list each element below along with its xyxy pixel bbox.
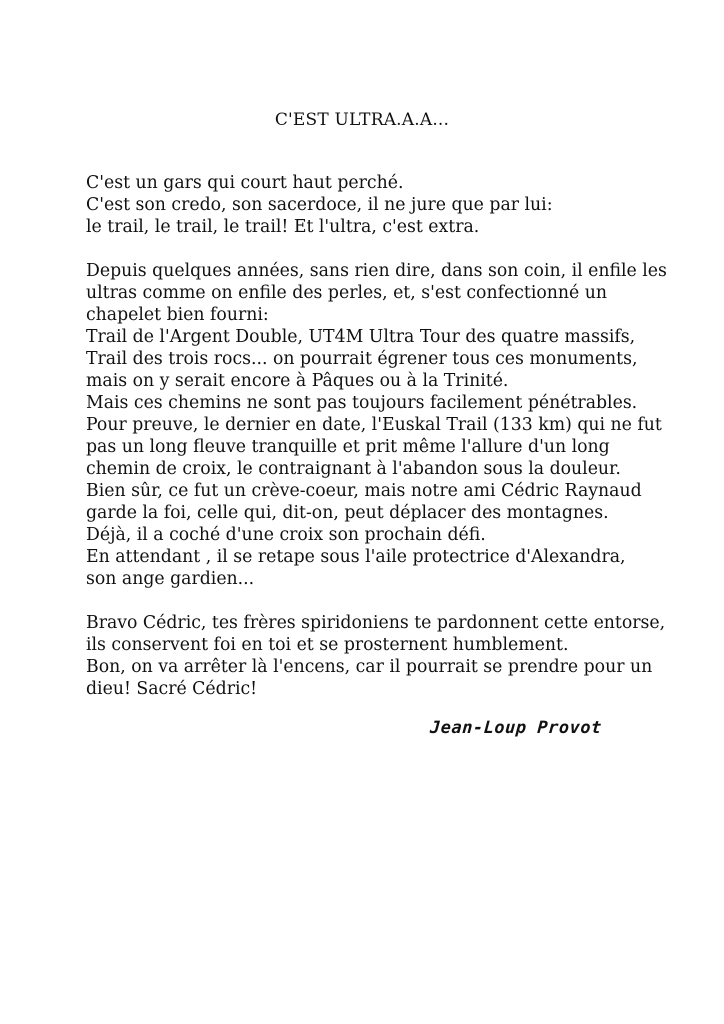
text-line: Mais ces chemins ne sont pas toujours facilement pénétrables. — [86, 393, 638, 413]
paragraph-closing — [86, 612, 686, 700]
text-line: En attendant , il se retape sous l'aile protectrice d'Alexandra, — [86, 547, 626, 567]
text-line: dieu! Sacré Cédric! — [86, 679, 258, 699]
text-line: son ange gardien... — [86, 569, 255, 589]
text-line: Bien sûr, ce fut un crève-coeur, mais notre ami Cédric Raynaud — [86, 481, 642, 501]
text-line: Trail des trois rocs... on pourrait égrener tous ces monuments, — [86, 349, 638, 369]
paragraph-main — [86, 260, 686, 590]
text-line: le trail, le trail, le trail! Et l'ultra, c'est extra. — [86, 217, 480, 237]
text-line: Trail de l'Argent Double, UT4M Ultra Tour des quatre massifs, — [86, 327, 636, 347]
text-line: pas un long fleuve tranquille et prit même l'allure d'un long — [86, 437, 610, 457]
text-line: Pour preuve, le dernier en date, l'Euskal Trail (133 km) qui ne fut — [86, 415, 662, 435]
text-line: mais on y serait encore à Pâques ou à la Trinité. — [86, 371, 509, 391]
document-body — [86, 172, 686, 700]
text-line: Bravo Cédric, tes frères spiridoniens te pardonnent cette entorse, — [86, 613, 666, 633]
text-line: C'est son credo, son sacerdoce, il ne jure que par lui: — [86, 195, 553, 215]
text-line: ils conservent foi en toi et se prosternent humblement. — [86, 635, 569, 655]
text-line: ultras comme on enfile des perles, et, s'est confectionné un — [86, 283, 608, 303]
text-line: Bon, on va arrêter là l'encens, car il pourrait se prendre pour un — [86, 657, 653, 677]
author-signature: Jean-Loup Provot — [429, 718, 603, 738]
text-line: chemin de croix, le contraignant à l'abandon sous la douleur. — [86, 459, 621, 479]
paragraph-intro — [86, 172, 686, 238]
text-line: C'est un gars qui court haut perché. — [86, 173, 404, 193]
text-line: Depuis quelques années, sans rien dire, dans son coin, il enfile les — [86, 261, 667, 281]
document-title: C'EST ULTRA.A.A... — [274, 110, 450, 130]
text-line: chapelet bien fourni: — [86, 305, 269, 325]
text-line: Déjà, il a coché d'une croix son prochain défi. — [86, 525, 486, 545]
text-line: garde la foi, celle qui, dit-on, peut déplacer des montagnes. — [86, 503, 609, 523]
